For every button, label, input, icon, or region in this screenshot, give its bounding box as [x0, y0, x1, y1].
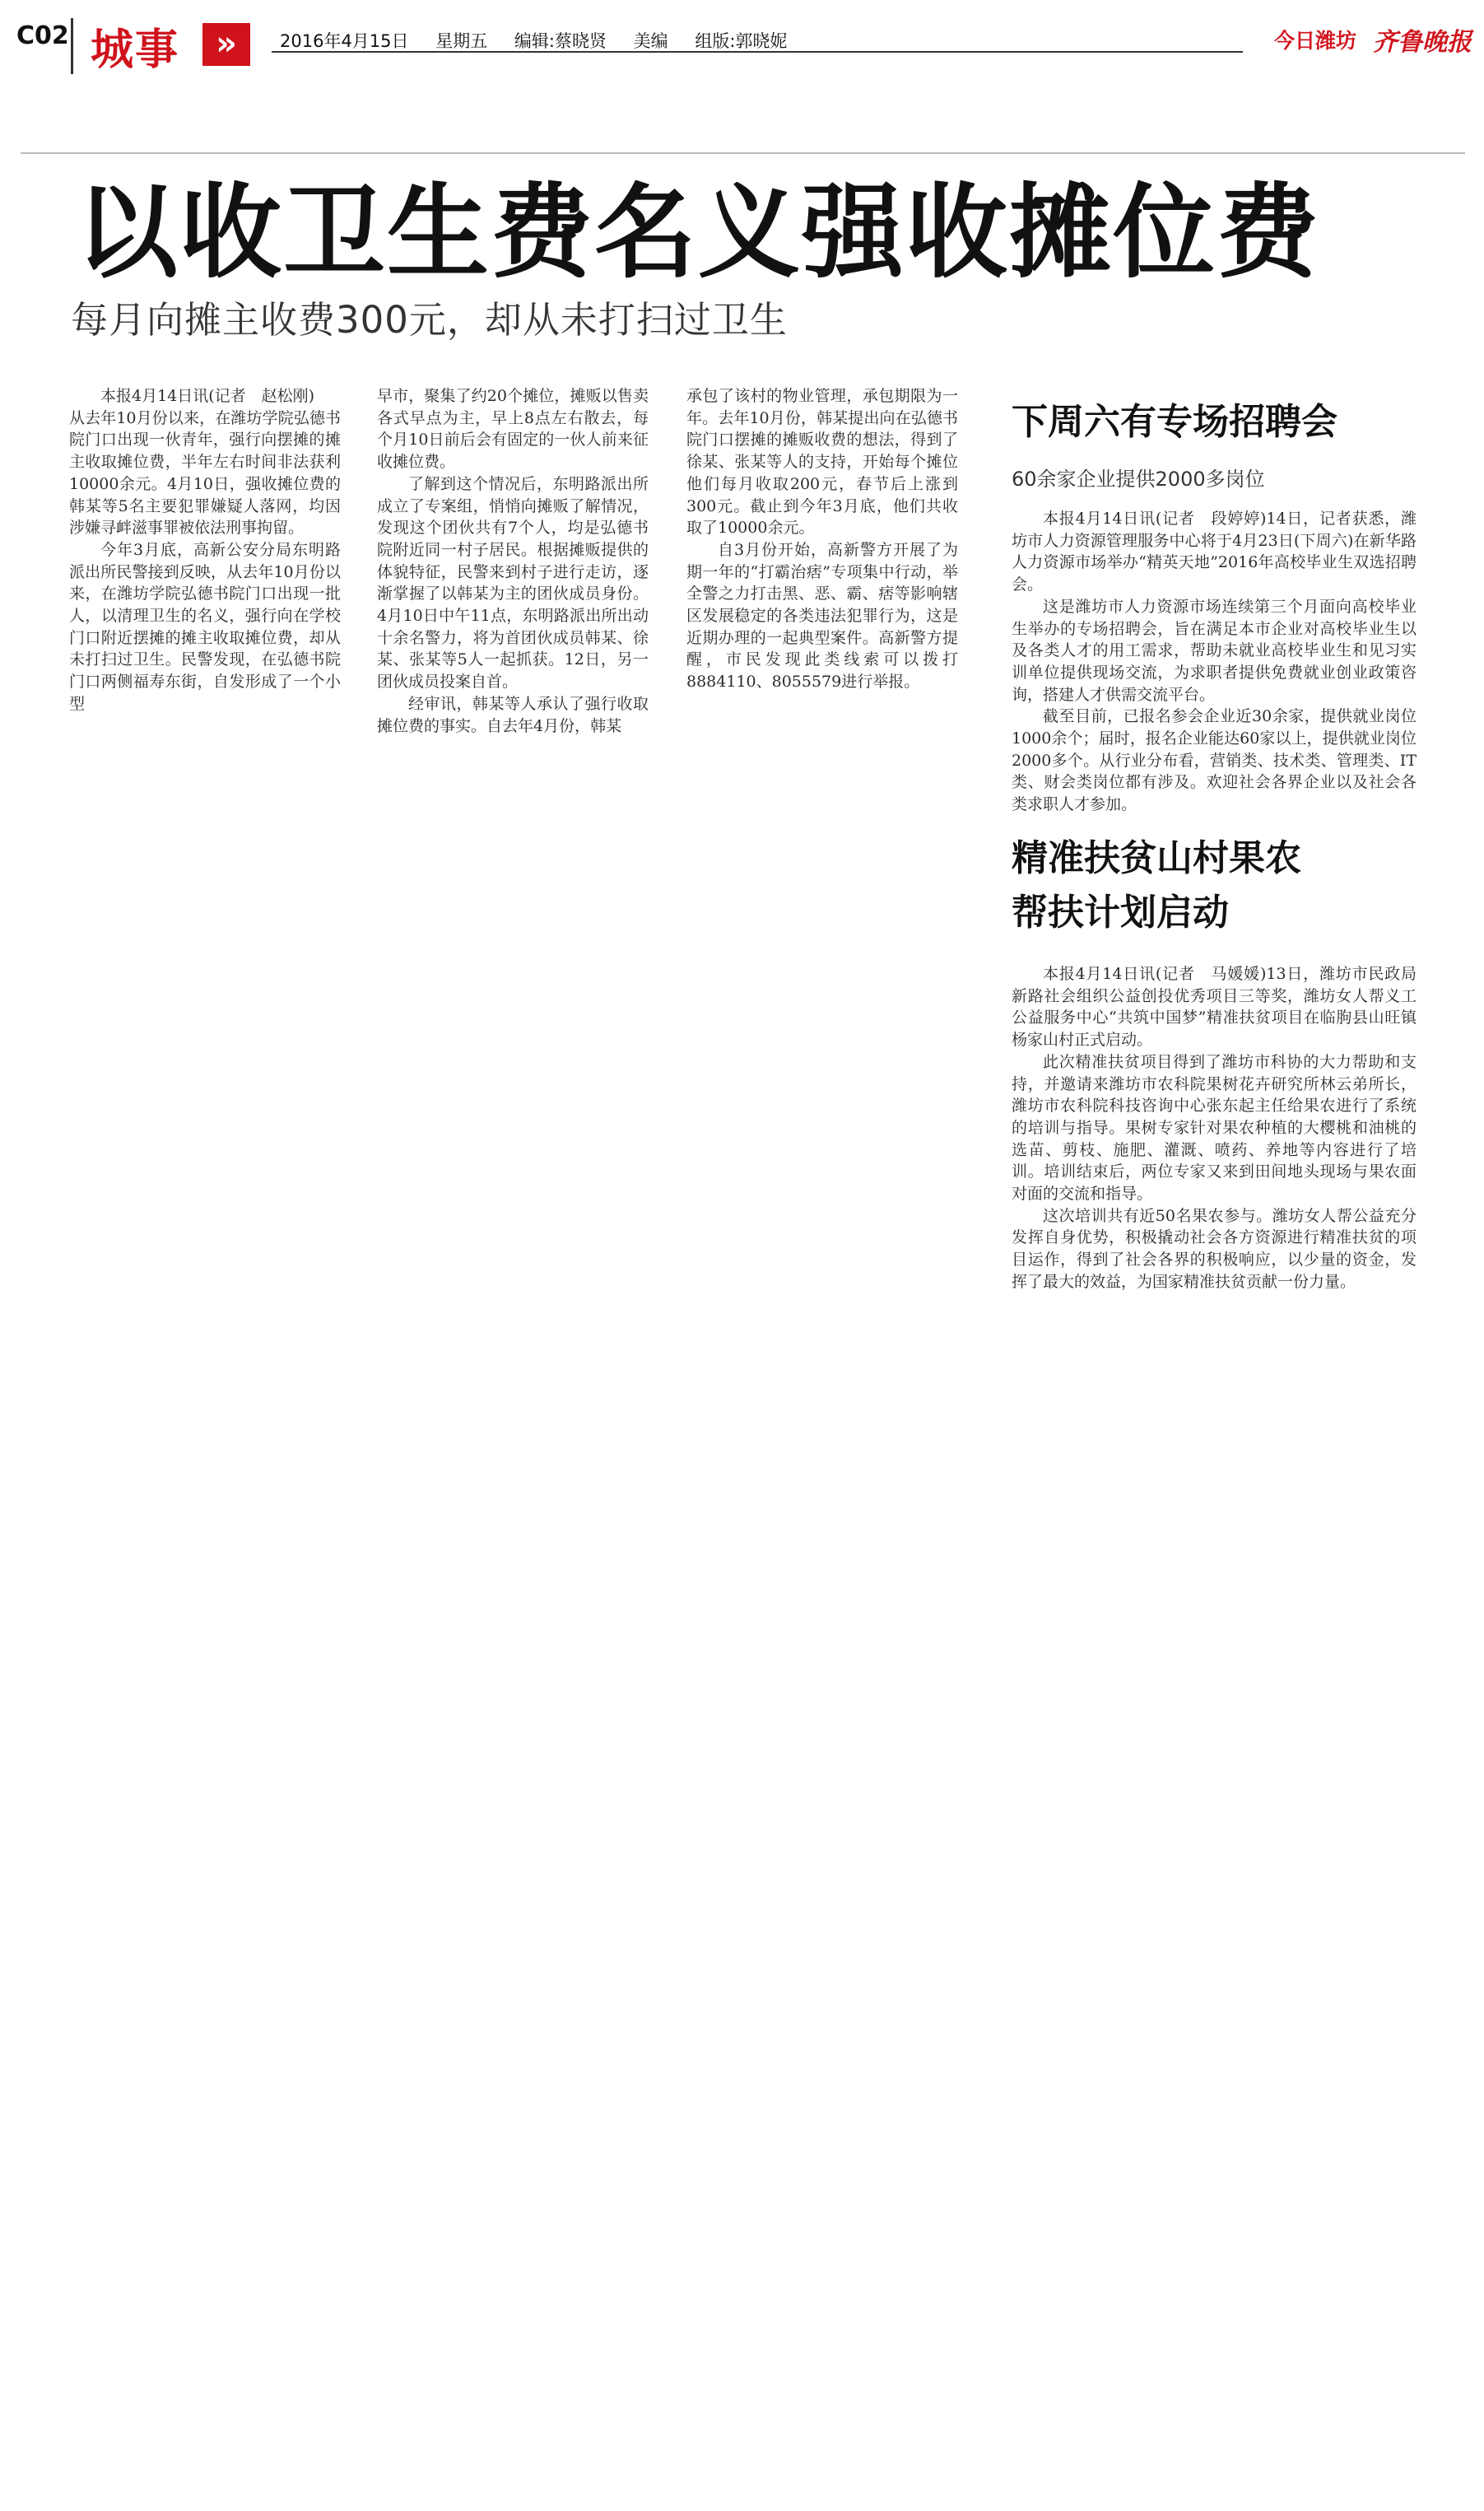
section-title: 城事: [91, 26, 180, 75]
header-rule: [272, 51, 1243, 53]
article-column-1: [69, 385, 341, 715]
page-header: [0, 0, 1484, 74]
job-fair-subheadline: 60余家企业提供2000多岗位: [1012, 468, 1265, 491]
job-fair-headline: 下周六有专场招聘会: [1012, 401, 1337, 443]
editor-credit: 编辑:蔡晓贤: [514, 31, 607, 51]
article-paragraph: 截至目前，已报名参会企业近30余家，提供就业岗位1000余个；届时，报名企业能达60家以上，提供就业岗位2000多个。从行业分布看，营销类、技术类、管理类、IT类、财会类岗位都有涉及。欢迎社会各界企业以及社会各类求职人才参加。: [1012, 707, 1417, 814]
paper-logo: 齐鲁晚报: [1373, 28, 1472, 57]
article-paragraph: 从去年10月份以来，在潍坊学院弘德书院门口出现一伙青年，强行向摆摊的摊主收取摊位费，半年左右时间非法获利10000余元。4月10日，强收摊位费的韩某等5名主要犯罪嫌疑人落网，均因涉嫌寻衅滋事罪被依法刑事拘留。: [69, 408, 341, 538]
article-byline: 本报4月14日讯(记者 赵松刚): [100, 387, 315, 405]
job-fair-article: [1012, 395, 1417, 816]
poverty-aid-headline-line2: 帮扶计划启动: [1012, 892, 1229, 934]
article-paragraph: 自3月份开始，高新警方开展了为期一年的“打霸治痞”专项集中行动，举全警之力打击黑、恶、霸、痞等影响辖区发展稳定的各类违法犯罪行为，这是近期办理的一起典型案件。高新警方提醒，市民发现此类线索可以拨打8884110、8055579进行举报。: [686, 540, 958, 692]
page-number: C02: [16, 21, 69, 50]
article-paragraph: 本报4月14日讯(记者 段婷婷)14日，记者获悉，潍坊市人力资源管理服务中心将于4月23日(下周六)在新华路人力资源市场举办“精英天地”2016年高校毕业生双选招聘会。: [1012, 510, 1417, 594]
article-paragraph: 经审讯，韩某等人承认了强行收取摊位费的事实。自去年4月份，韩某: [377, 694, 649, 735]
art-credit: 美编: [633, 31, 668, 51]
article-paragraph: 此次精准扶贫项目得到了潍坊市科协的大力帮助和支持，并邀请来潍坊市农科院果树花卉研究所林云弟所长，潍坊市农科院科技咨询中心张东起主任给果农进行了系统的培训与指导。果树专家针对果农种植的大樱桃和油桃的选苗、剪枝、施肥、灌溉、喷药、养地等内容进行了培训。培训结束后，两位专家又来到田间地头现场与果农面对面的交流和指导。: [1012, 1052, 1417, 1204]
article-paragraph: 本报4月14日讯(记者 马媛媛)13日，潍坊市民政局新路社会组织公益创投优秀项目三等奖，潍坊女人帮义工公益服务中心“共筑中国梦”精准扶贫项目在临朐县山旺镇杨家山村正式启动。: [1012, 965, 1417, 1050]
article-paragraph: 承包了该村的物业管理，承包期限为一年。去年10月份，韩某提出向在弘德书院门口摆摊的摊贩收费的想法，得到了徐某、张某等人的支持，开始每个摊位他们每月收取200元，春节后上涨到300元。截止到今年3月底，他们共收取了10000余元。: [686, 387, 958, 538]
article-column-2: [377, 385, 649, 737]
header-divider: [71, 18, 73, 74]
job-fair-body: [1012, 508, 1417, 816]
layout-credit: 组版:郭晓妮: [695, 31, 788, 51]
article-paragraph: 今年3月底，高新公安分局东明路派出所民警接到反映，从去年10月份以来，在潍坊学院弘德书院门口出现一批人，以清理卫生的名义，强行向在学校门口附近摆摊的摊主收取摊位费，却从未打扫过卫生。民警发现，在弘德书院门口两侧福寿东街，自发形成了一个小型: [69, 540, 341, 713]
article-paragraph: 了解到这个情况后，东明路派出所成立了专案组，悄悄向摊贩了解情况，发现这个团伙共有7个人，均是弘德书院附近同一村子居民。根据摊贩提供的体貌特征，民警来到村子进行走访，逐渐掌握了以韩某为主的团伙成员身份。4月10日中午11点，东明路派出所出动十余名警力，将为首团伙成员韩某、徐某、张某等5人一起抓获。12日，另一团伙成员投案自首。: [377, 474, 649, 692]
poverty-aid-article: [1012, 832, 1417, 1293]
main-headline: 以收卫生费名义强收摊位费: [76, 174, 1321, 292]
article-paragraph: 这是潍坊市人力资源市场连续第三个月面向高校毕业生举办的专场招聘会，旨在满足本市企业对高校毕业生以及各类人才的用工需求，帮助未就业高校毕业生和见习实训单位提供现场交流，为求职者提供免费就业创业政策咨询，搭建人才供需交流平台。: [1012, 597, 1417, 704]
today-weifang-label: 今日潍坊: [1274, 29, 1357, 53]
top-divider: [21, 152, 1465, 154]
article-paragraph: 早市，聚集了约20个摊位，摊贩以售卖各式早点为主，早上8点左右散去，每个月10日前后会有固定的一伙人前来征收摊位费。: [377, 387, 649, 472]
article-column-3: [686, 385, 958, 693]
article-paragraph: 这次培训共有近50名果农参与。潍坊女人帮公益充分发挥自身优势，积极撬动社会各方资源进行精准扶贫的项目运作，得到了社会各界的积极响应，以少量的资金，发挥了最大的效益，为国家精准扶贫贡献一份力量。: [1012, 1206, 1417, 1291]
main-subheadline: 每月向摊主收费300元，却从未打扫过卫生: [71, 298, 788, 342]
issue-date: 2016年4月15日: [280, 31, 409, 51]
poverty-aid-body: [1012, 963, 1417, 1293]
issue-weekday: 星期五: [435, 31, 488, 51]
section-arrow-icon: »: [202, 23, 250, 66]
poverty-aid-headline-line1: 精准扶贫山村果农: [1012, 837, 1301, 879]
issue-info: [280, 28, 808, 53]
